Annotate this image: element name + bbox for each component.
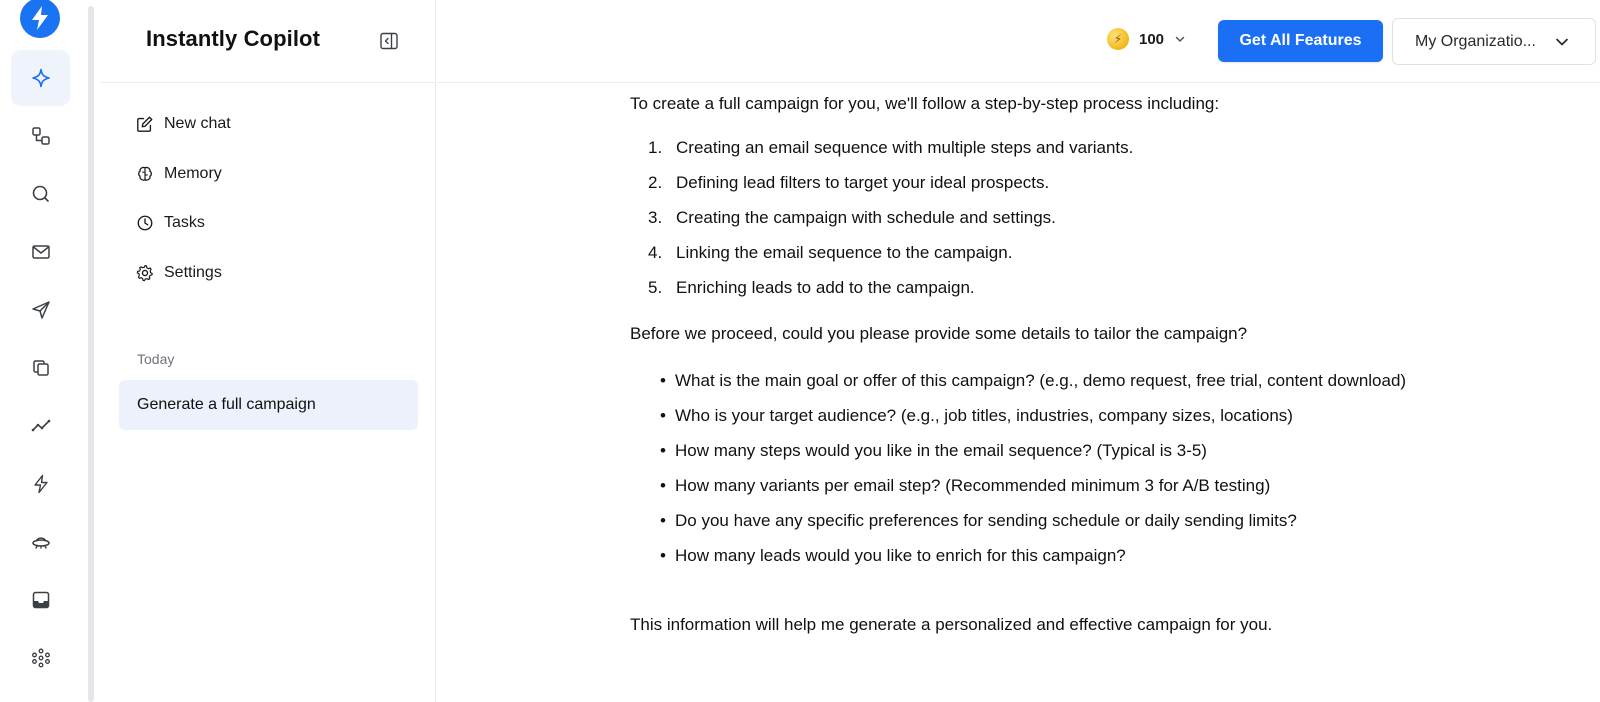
send-icon bbox=[31, 300, 51, 320]
steps-list bbox=[648, 138, 1133, 313]
menu-settings-label: Settings bbox=[164, 264, 222, 281]
top-bar bbox=[437, 0, 1600, 83]
copilot-sidebar bbox=[100, 0, 436, 702]
lightning-icon bbox=[31, 474, 51, 494]
step-text: Enriching leads to add to the campaign. bbox=[676, 278, 975, 297]
step-text: Linking the email sequence to the campaign. bbox=[676, 243, 1013, 262]
sidebar-header bbox=[100, 0, 435, 83]
get-all-features-button[interactable]: Get All Features bbox=[1218, 20, 1383, 62]
rail-ufo[interactable] bbox=[11, 514, 70, 570]
question-item bbox=[660, 368, 1420, 394]
menu-new-chat-label: New chat bbox=[164, 115, 231, 132]
question-item bbox=[660, 473, 1420, 499]
question-text: Do you have any specific preferences for sending schedule or daily sending limits? bbox=[675, 511, 1297, 530]
rail-apps[interactable] bbox=[11, 630, 70, 686]
step-item bbox=[648, 208, 1133, 243]
rail-search[interactable] bbox=[11, 166, 70, 222]
menu-settings[interactable] bbox=[136, 258, 222, 288]
apps-dots-icon bbox=[31, 648, 51, 668]
edit-icon bbox=[136, 115, 154, 133]
analytics-icon bbox=[31, 416, 51, 436]
inbox-icon bbox=[31, 590, 51, 610]
step-number: 2. bbox=[648, 173, 663, 192]
brain-icon bbox=[136, 165, 154, 183]
menu-memory-label: Memory bbox=[164, 165, 222, 182]
chat-history-item-label: Generate a full campaign bbox=[137, 396, 316, 413]
question-item bbox=[660, 403, 1420, 429]
question-text: How many steps would you like in the email sequence? (Typical is 3-5) bbox=[675, 441, 1207, 460]
collapse-sidebar-icon[interactable] bbox=[379, 31, 399, 51]
section-today-label: Today bbox=[137, 351, 175, 367]
question-item bbox=[660, 438, 1420, 464]
gear-icon bbox=[136, 264, 154, 282]
question-text: How many leads would you like to enrich for this campaign? bbox=[675, 546, 1126, 565]
step-item bbox=[648, 243, 1133, 278]
bullet: • bbox=[660, 546, 666, 565]
rail-automation[interactable] bbox=[11, 456, 70, 512]
step-number: 4. bbox=[648, 243, 663, 262]
organization-label: My Organizatio... bbox=[1415, 32, 1536, 50]
clock-icon bbox=[136, 214, 154, 232]
questions-list bbox=[660, 368, 1420, 578]
rail-templates[interactable] bbox=[11, 340, 70, 396]
question-text: How many variants per email step? (Recommended minimum 3 for A/B testing) bbox=[675, 476, 1271, 495]
workflow-icon bbox=[31, 126, 51, 146]
menu-tasks-label: Tasks bbox=[164, 214, 205, 231]
bullet: • bbox=[660, 371, 666, 390]
question-text: What is the main goal or offer of this campaign? (e.g., demo request, free trial, content download) bbox=[675, 371, 1407, 390]
mail-icon bbox=[31, 242, 51, 262]
copy-icon bbox=[31, 358, 51, 378]
step-item bbox=[648, 173, 1133, 208]
organization-selector[interactable] bbox=[1392, 18, 1596, 65]
step-number: 5. bbox=[648, 278, 663, 297]
rail-scrollbar[interactable] bbox=[88, 0, 100, 702]
menu-new-chat[interactable] bbox=[136, 109, 231, 139]
bullet: • bbox=[660, 406, 666, 425]
rail-send[interactable] bbox=[11, 282, 70, 338]
message-closing: This information will help me generate a personalized and effective campaign for you. bbox=[630, 615, 1273, 634]
rail-workflows[interactable] bbox=[11, 108, 70, 164]
chevron-down-icon bbox=[1174, 33, 1186, 45]
copilot-sparkle-icon bbox=[31, 68, 51, 88]
credits-count: 100 bbox=[1139, 30, 1165, 48]
step-item bbox=[648, 138, 1133, 173]
bullet: • bbox=[660, 511, 666, 530]
question-intro: Before we proceed, could you please provide some details to tailor the campaign? bbox=[630, 324, 1248, 343]
rail-inbox[interactable] bbox=[11, 572, 70, 628]
menu-tasks[interactable] bbox=[136, 208, 205, 238]
message-intro: To create a full campaign for you, we'll follow a step-by-step process including: bbox=[630, 94, 1220, 113]
question-item bbox=[660, 508, 1420, 534]
question-text: Who is your target audience? (e.g., job titles, industries, company sizes, locations) bbox=[675, 406, 1293, 425]
chat-history-item[interactable] bbox=[119, 380, 418, 430]
step-text: Creating the campaign with schedule and settings. bbox=[676, 208, 1056, 227]
step-item bbox=[648, 278, 1133, 313]
step-number: 1. bbox=[648, 138, 663, 157]
rail-copilot[interactable] bbox=[11, 50, 70, 106]
step-text: Creating an email sequence with multiple steps and variants. bbox=[676, 138, 1134, 157]
credits-dropdown[interactable] bbox=[1107, 28, 1186, 50]
step-number: 3. bbox=[648, 208, 663, 227]
app-title: Instantly Copilot bbox=[146, 26, 321, 51]
question-item bbox=[660, 543, 1420, 569]
bullet: • bbox=[660, 441, 666, 460]
coin-icon: ⚡ bbox=[1107, 28, 1129, 50]
step-text: Defining lead filters to target your ideal prospects. bbox=[676, 173, 1050, 192]
rail-mail[interactable] bbox=[11, 224, 70, 280]
bullet: • bbox=[660, 476, 666, 495]
icon-rail bbox=[0, 0, 88, 702]
search-icon bbox=[31, 184, 51, 204]
instantly-logo-icon[interactable] bbox=[20, 0, 60, 38]
ufo-icon bbox=[31, 532, 51, 552]
rail-analytics[interactable] bbox=[11, 398, 70, 454]
chevron-down-icon bbox=[1555, 35, 1569, 49]
rail-scrollbar-thumb[interactable] bbox=[88, 6, 94, 702]
menu-memory[interactable] bbox=[136, 159, 222, 189]
